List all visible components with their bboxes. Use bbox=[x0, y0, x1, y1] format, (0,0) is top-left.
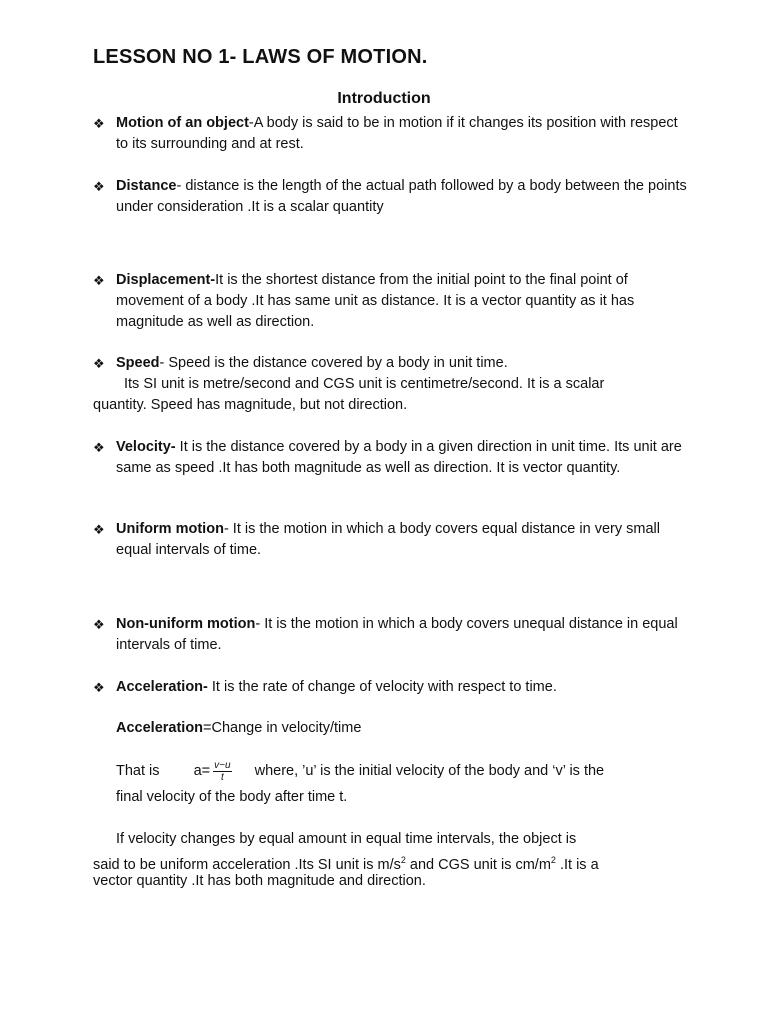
closing-paragraph-line-2: said to be uniform acceleration .Its SI unit is $m/s^2$ and CGS unit is $cm/m^2$ .It is a bbox=[93, 855, 599, 873]
list-item-uniform-motion: ❖ Uniform motion- It is the motion in which a body covers equal distance in very small equal intervals of time. bbox=[93, 521, 660, 558]
definition: A body is said to be in motion if it changes its position with respect to its surrounding and at rest. bbox=[116, 115, 678, 152]
definition: It is the motion in which a body covers equal distance in very small equal intervals of time. bbox=[116, 521, 660, 558]
term: Motion of an object bbox=[116, 115, 249, 131]
list-item-speed: ❖ Speed- Speed is the distance covered by a body in unit time. bbox=[93, 353, 693, 374]
closing-paragraph-line-3: vector quantity .It has both magnitude and direction. bbox=[93, 873, 426, 889]
definition: distance is the length of the actual path followed by a body between the points under consideration .It is a scalar quantity bbox=[116, 178, 687, 215]
list-item-distance: ❖ Distance- distance is the length of the actual path followed by a body between the points under consideration .It is a scalar quantity bbox=[93, 178, 687, 215]
term: Uniform motion bbox=[116, 521, 224, 537]
definition: It is the rate of change of velocity with respect to time. bbox=[207, 679, 557, 695]
acceleration-formula: That is a= $\frac{v-u}{t}$ where, ’u’ is the initial velocity of the body and ‘v’ is the bbox=[116, 759, 605, 783]
term: Non-uniform motion bbox=[116, 616, 256, 632]
diamond-bullet-icon: ❖ bbox=[93, 116, 105, 131]
definition: Speed is the distance covered by a body in unit time. bbox=[164, 355, 508, 371]
list-item-velocity bbox=[93, 437, 693, 479]
diamond-bullet-icon: ❖ bbox=[93, 522, 105, 537]
definition: It is the distance covered by a body in a given direction in unit time. Its unit are same as speed .It has both magnitude as well as direction. It is vector quantity. bbox=[116, 439, 682, 476]
list-item-motion: ❖ Motion of an object-A body is said to be in motion if it changes its position with respect to its surrounding and at rest. bbox=[93, 115, 678, 152]
diamond-bullet-icon: ❖ bbox=[93, 273, 105, 288]
diamond-bullet-icon: ❖ bbox=[93, 179, 105, 194]
list-item-non-uniform-motion: ❖ Non-uniform motion- It is the motion in which a body covers unequal distance in equal intervals of time. bbox=[93, 616, 678, 653]
list-item-displacement bbox=[93, 270, 693, 333]
definition: It is the motion in which a body covers unequal distance in equal intervals of time. bbox=[116, 616, 678, 653]
definition: It is the shortest distance from the initial point to the final point of movement of a body .It has same unit as distance. It is a vector quantity as it has magnitude as well as direction. bbox=[116, 272, 635, 330]
term: Acceleration bbox=[116, 720, 204, 736]
list-item-acceleration bbox=[93, 677, 693, 698]
term: Displacement- bbox=[116, 272, 216, 288]
term: Speed bbox=[116, 355, 160, 371]
diamond-bullet-icon: ❖ bbox=[93, 617, 105, 632]
acceleration-definition: Acceleration=Change in velocity/time bbox=[116, 720, 362, 736]
term: Velocity- bbox=[116, 439, 176, 455]
speed-units-line: Its SI unit is metre/second and CGS unit is centimetre/second. It is a scalar bbox=[124, 376, 605, 392]
term: Acceleration- bbox=[116, 679, 208, 695]
section-heading: Introduction bbox=[337, 90, 431, 107]
formula-explanation: final velocity of the body after time t. bbox=[116, 789, 348, 805]
diamond-bullet-icon: ❖ bbox=[93, 680, 105, 695]
speed-units-line-2: quantity. Speed has magnitude, but not direction. bbox=[93, 397, 408, 413]
closing-paragraph-line-1: If velocity changes by equal amount in equal time intervals, the object is bbox=[116, 831, 577, 847]
diamond-bullet-icon: ❖ bbox=[93, 440, 105, 455]
diamond-bullet-icon: ❖ bbox=[93, 356, 105, 371]
term: Distance bbox=[116, 178, 177, 194]
lesson-title: LESSON NO 1- LAWS OF MOTION. bbox=[93, 46, 428, 68]
fraction: $\frac{v-u}{t}$ bbox=[214, 759, 231, 783]
